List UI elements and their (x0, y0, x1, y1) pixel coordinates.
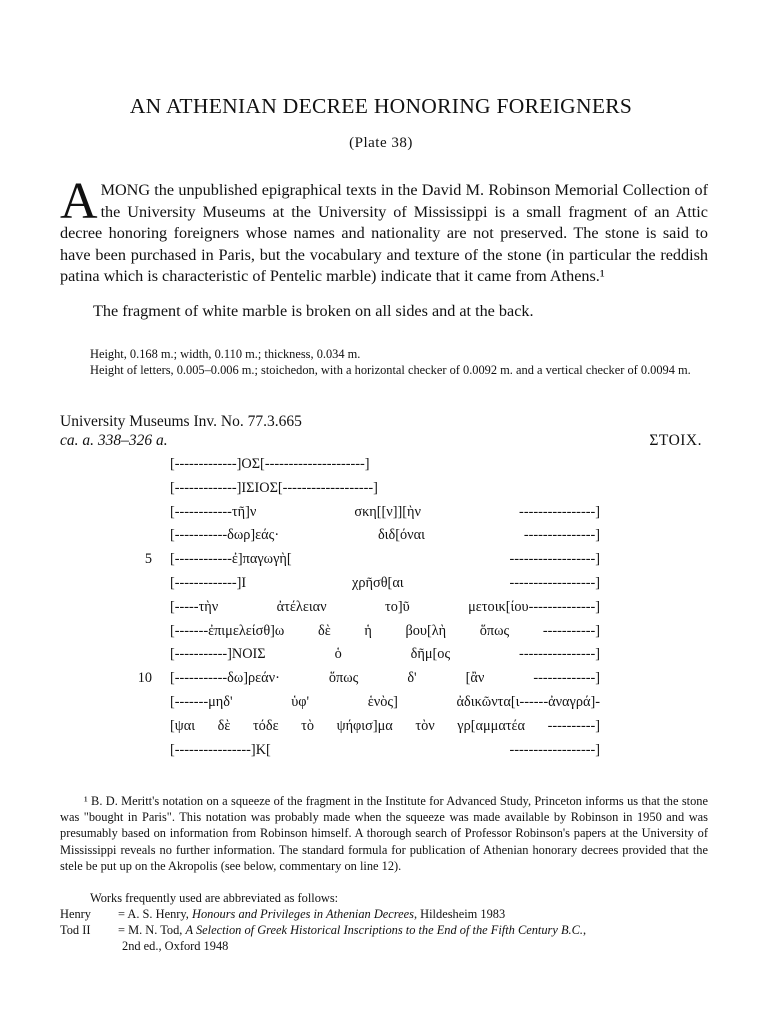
inscription-line: [-------------]Ι χρῆσθ[αι ------------------] (170, 574, 600, 591)
article-title: AN ATHENIAN DECREE HONORING FOREIGNERS (129, 94, 633, 118)
fragment-description: The fragment of white marble is broken on all sides and at the back. (93, 302, 534, 320)
inscription-line: [ψαι δὲ τόδε τὸ ψήφισ]μα τὸν γρ[αμματέα ----------] (170, 717, 600, 734)
plate-reference: (Plate 38) (349, 135, 413, 151)
inscription-line: [----------------]Κ[ ------------------] (170, 741, 600, 758)
abbreviation-tod-continued: 2nd ed., Oxford 1948 (122, 939, 229, 953)
inscription-line: [-----------]ΝΟΙΣ ὁ δῆμ[ος ----------------] (170, 646, 600, 663)
line-number: 5 (144, 551, 152, 568)
inscription-line: [-------μηδ' ὑφ' ἑνὸς] ἀδικῶντα[ι------ἀναγρά]- (170, 693, 600, 710)
intro-paragraph (60, 173, 708, 288)
inscription-line: [-----τὴν ἀτέλειαν το]ῦ μετοικ[ίου--------------] (170, 598, 600, 615)
inventory-number: University Museums Inv. No. 77.3.665 (60, 413, 302, 430)
line-number: 10 (137, 670, 152, 687)
inscription-line: [-----------δωρ]εάς· διδ[όναι ---------------] (170, 527, 600, 544)
footnote-1: ¹ B. D. Meritt's notation on a squeeze of the fragment in the Institute for Advanced Study, Princeton informs us that the stone was "bought in Paris". This notation was probably made when the squeeze was made available by Robinson in 1950 and was presumably based on information from Robinson himself. A thorough search of Professor Robinson's papers at the University of Mississippi reveals no further information. The standard formula for publication of Athenian honorary decrees provided that the stele be put up on the Akropolis (see below, commentary on line 12). (60, 794, 708, 873)
intro-text: MONG the unpublished epigraphical texts in the David M. Robinson Memorial Collection of the University Museums at the University of Mississippi is a small fragment of an Attic decree honoring foreigners whose names and nationality are not preserved. The stone is said to have been purchased in Paris, but the vocabulary and texture of the stone (in particular the reddish patina which is characteristic of Pentelic marble) indicate that it came from Athens.¹ (60, 181, 708, 285)
measurements-letters: Height of letters, 0.005–0.006 m.; stoichedon, with a horizontal checker of 0.0092 m. and a vertical checker of 0.0094 m. (90, 363, 691, 377)
inscription-text (132, 456, 602, 765)
measurements-size: Height, 0.168 m.; width, 0.110 m.; thickness, 0.034 m. (90, 347, 361, 361)
inscription-line: [-------ἐπιμελείσθ]ω δὲ ἡ βου[λὴ ὅπως -----------] (170, 622, 600, 639)
works-intro: Works frequently used are abbreviated as follows: (90, 891, 339, 905)
inscription-line: [-------------]ΙΣΙΟΣ[-------------------] (170, 479, 378, 496)
stoichedon-label: ΣΤΟΙΧ. (649, 432, 702, 449)
inscription-line: 10 [-----------δω]ρεάν· ὅπως δ' [ἂν -------------] (132, 670, 602, 694)
inscription-line: 5 [------------ἐ]παγωγὴ[ ------------------] (132, 551, 602, 575)
drop-cap: A (60, 173, 98, 230)
inscription-line: [------------τῆ]ν σκη[[ν]][ὴν ----------------] (170, 503, 600, 520)
date-range: ca. a. 338–326 a. (60, 432, 168, 449)
inscription-line: [-------------]ΟΣ[---------------------] (170, 456, 370, 472)
